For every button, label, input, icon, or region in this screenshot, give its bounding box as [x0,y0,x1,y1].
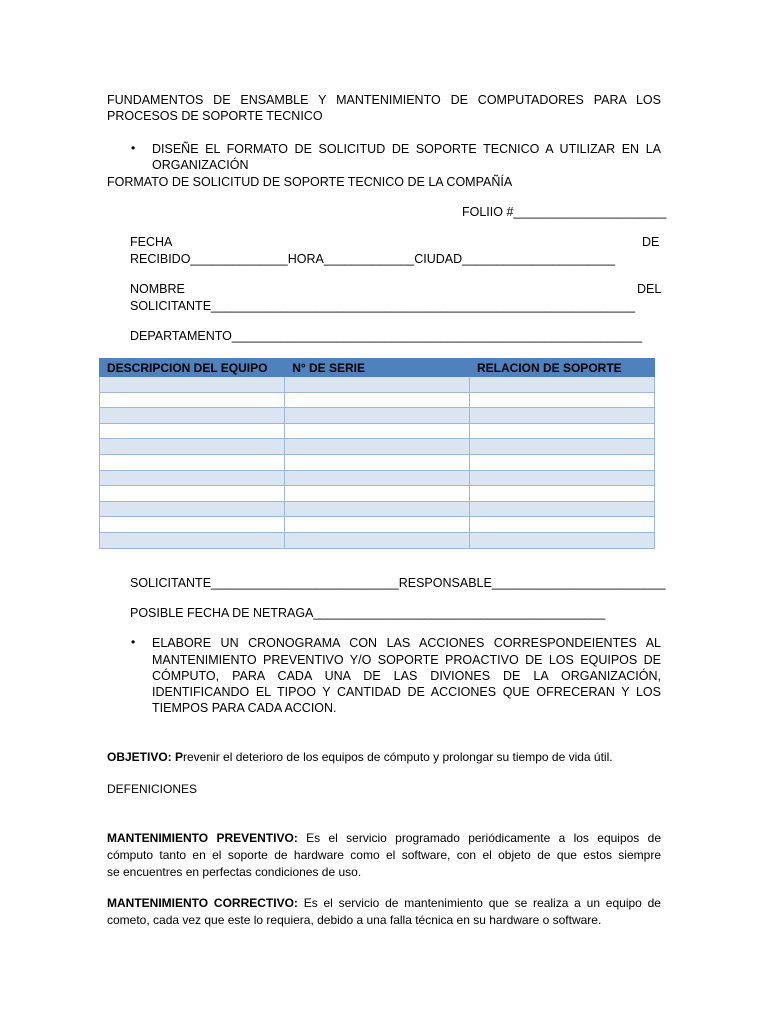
table-row [100,439,655,455]
table-row [100,423,655,439]
definiciones-heading: DEFENICIONES [107,782,198,796]
table-row [100,454,655,470]
table-cell [285,532,470,548]
header-relacion: RELACION DE SOPORTE [469,359,654,377]
table-cell [469,423,654,439]
objetivo-paragraph [107,749,613,765]
folio-field: FOLIIO #______________________ [462,205,667,219]
table-cell [100,517,285,533]
nombre-label: NOMBRE [130,282,185,296]
header-serie: N° DE SERIE [285,359,470,377]
correctivo-text: Es el servicio de mantenimiento que se realiza a un equipo de [297,896,661,910]
objetivo-text: revenir el deterioro de los equipos de cómputo y prolongar su tiempo de vida útil. [183,750,613,764]
bullet1-line1: DISEÑE EL FORMATO DE SOLICITUD DE SOPORTE TECNICO A UTILIZAR EN LA [152,142,661,156]
bullet2-line: TIEMPOS PARA CADA ACCION. [152,701,337,715]
preventivo-line3: se encuentres en perfectas condiciones de uso. [107,865,362,879]
table-cell [469,454,654,470]
equipment-table [99,358,655,549]
departamento-field: DEPARTAMENTO___________________________________________________________ [130,329,643,343]
bullet-icon: • [131,635,136,649]
table-cell [469,377,654,393]
header-descripcion: DESCRIPCION DEL EQUIPO [100,359,285,377]
fecha-label: FECHA [130,235,173,249]
correctivo-label: MANTENIMIENTO CORRECTIVO: [107,896,298,910]
bullet2-line: MANTENIMIENTO PREVENTIVO Y/O SOPORTE PROACTIVO DE LOS EQUIPOS DE [152,653,661,667]
objetivo-label: OBJETIVO: P [107,750,184,764]
bullet1-line2: ORGANIZACIÓN [152,158,249,172]
nombre-del-label: DEL [637,282,662,296]
table-row [100,470,655,486]
table-cell [100,454,285,470]
bullet2-line: CÓMPUTO, PARA CADA UNA DE LAS DIVIONES DE LA ORGANIZACIÓN, [152,669,661,683]
table-row [100,392,655,408]
table-cell [100,470,285,486]
table-cell [285,408,470,424]
preventivo-line2: cómputo tanto en el soporte de hardware como el software, con el objeto de que estos siempre [107,848,661,862]
table-cell [469,470,654,486]
fecha-entrega-field: POSIBLE FECHA DE NETRAGA__________________________________________ [130,606,606,620]
table-row [100,377,655,393]
bullet2-line: ELABORE UN CRONOGRAMA CON LAS ACCIONES CORRESPONDEIENTES AL [152,636,661,650]
table-row [100,532,655,548]
bullet-icon: • [131,141,136,155]
table-cell [285,454,470,470]
table-cell [100,408,285,424]
table-cell [100,486,285,502]
table-cell [100,439,285,455]
table-cell [100,501,285,517]
bullet2-line: IDENTIFICANDO EL TIPOO Y CANTIDAD DE ACCIONES QUE OFRECERAN Y LOS [152,685,661,699]
table-cell [469,439,654,455]
table-cell [285,517,470,533]
table-cell [285,439,470,455]
table-cell [285,392,470,408]
table-cell [100,423,285,439]
solicitante-responsable-field: SOLICITANTE___________________________RESPONSABLE_________________________ [130,576,666,590]
correctivo-line2: cometo, cada vez que este lo requiera, debido a una falla técnica en su hardware o software. [107,913,602,927]
table-cell [469,486,654,502]
table-cell [469,392,654,408]
recibido-hora-ciudad-field: RECIBIDO______________HORA_____________CIUDAD______________________ [130,252,616,266]
table-cell [100,377,285,393]
table-cell [285,486,470,502]
preventivo-line1 [107,830,661,846]
table-row [100,408,655,424]
table-cell [469,408,654,424]
table-row [100,501,655,517]
table-cell [285,423,470,439]
table-header-row [100,359,655,377]
table-row [100,486,655,502]
document-title-line2: PROCESOS DE SOPORTE TECNICO [107,109,323,123]
document-title-line1: FUNDAMENTOS DE ENSAMBLE Y MANTENIMIENTO DE COMPUTADORES PARA LOS [107,93,661,107]
fecha-de-label: DE [642,235,660,249]
table-cell [469,532,654,548]
table-cell [100,532,285,548]
table-cell [469,501,654,517]
table-cell [100,392,285,408]
preventivo-label: MANTENIMIENTO PREVENTIVO: [107,831,298,845]
table-cell [469,517,654,533]
table-cell [285,470,470,486]
solicitante-name-field: SOLICITANTE_____________________________________________________________ [130,299,636,313]
table-cell [285,377,470,393]
table-row [100,517,655,533]
correctivo-line1 [107,895,661,911]
preventivo-text: Es el servicio programado periódicamente a los equipos de [297,831,661,845]
table-cell [285,501,470,517]
format-title: FORMATO DE SOLICITUD DE SOPORTE TECNICO DE LA COMPAÑÍA [107,175,513,189]
